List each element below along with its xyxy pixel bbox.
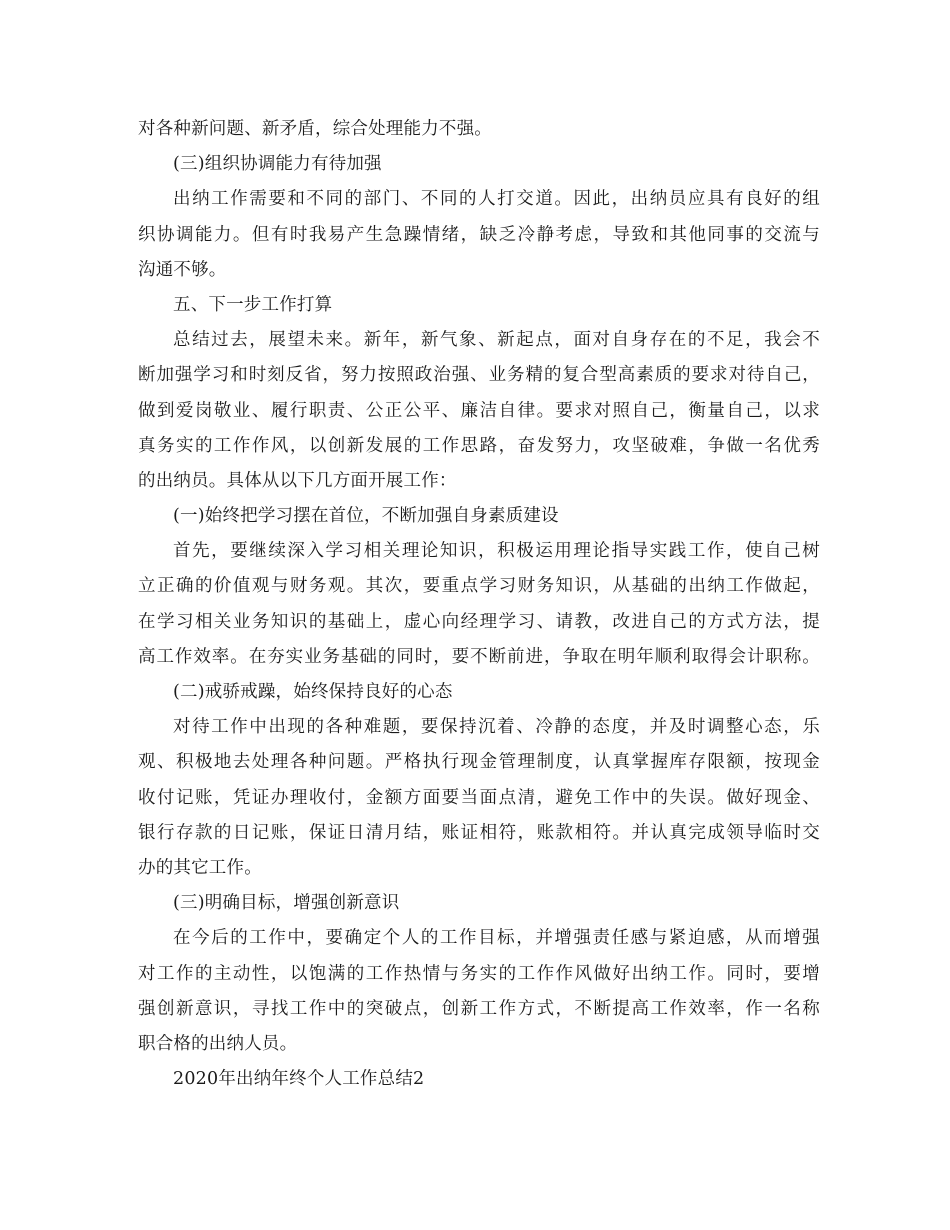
paragraph-line: 观、积极地去处理各种问题。严格执行现金管理制度，认真掌握库存限额，按现金: [138, 752, 820, 773]
paragraph-line: 在学习相关业务知识的基础上，虚心向经理学习、请教，改进自己的方式方法，提: [138, 611, 820, 632]
section-heading: (三)组织协调能力有待加强: [173, 154, 382, 175]
paragraph-line: 对待工作中出现的各种难题，要保持沉着、冷静的态度，并及时调整心态，乐: [173, 717, 820, 738]
paragraph-line: 对工作的主动性，以饱满的工作热情与务实的工作作风做好出纳工作。同时，要增: [138, 963, 820, 984]
paragraph-line: 沟通不够。: [138, 259, 227, 280]
paragraph-line: 立正确的价值观与财务观。其次，要重点学习财务知识，从基础的出纳工作做起，: [138, 576, 820, 597]
paragraph-line: 真务实的工作作风，以创新发展的工作思路，奋发努力，攻坚破难，争做一名优秀: [138, 435, 820, 456]
paragraph-line: 做到爱岗敬业、履行职责、公正公平、廉洁自律。要求对照自己，衡量自己，以求: [138, 400, 820, 421]
section-heading: 五、下一步工作打算: [173, 294, 333, 315]
paragraph-line: 的出纳员。具体从以下几方面开展工作：: [138, 470, 457, 491]
paragraph-line: 银行存款的日记账，保证日清月结，账证相符，账款相符。并认真完成领导临时交: [138, 822, 820, 843]
paragraph-line: 在今后的工作中，要确定个人的工作目标，并增强责任感与紧迫感，从而增强: [173, 928, 820, 949]
paragraph-line: 断加强学习和时刻反省，努力按照政治强、业务精的复合型高素质的要求对待自己，: [138, 365, 820, 386]
paragraph-line: 出纳工作需要和不同的部门、不同的人打交道。因此，出纳员应具有良好的组: [173, 189, 820, 210]
section-heading: (三)明确目标，增强创新意识: [173, 893, 400, 914]
paragraph-line: 总结过去，展望未来。新年，新气象、新起点，面对自身存在的不足，我会不: [173, 330, 820, 351]
paragraph-line: 高工作效率。在夯实业务基础的同时，要不断前进，争取在明年顺利取得会计职称。: [138, 646, 820, 667]
section-heading: (二)戒骄戒躁，始终保持良好的心态: [173, 682, 453, 702]
document-title-next: 2020年出纳年终个人工作总结2: [173, 1069, 425, 1090]
section-heading: (一)始终把学习摆在首位，不断加强自身素质建设: [173, 506, 559, 527]
paragraph-line: 职合格的出纳人员。: [138, 1033, 298, 1054]
paragraph-line: 强创新意识，寻找工作中的突破点，创新工作方式，不断提高工作效率，作一名称: [138, 998, 820, 1019]
paragraph-line: 织协调能力。但有时我易产生急躁情绪，缺乏冷静考虑，导致和其他同事的交流与: [138, 224, 820, 245]
paragraph-line: 收付记账，凭证办理收付，金额方面要当面点清，避免工作中的失误。做好现金、: [138, 787, 820, 808]
paragraph-line: 首先，要继续深入学习相关理论知识，积极运用理论指导实践工作，使自己树: [173, 541, 820, 562]
paragraph-line: 办的其它工作。: [138, 857, 262, 878]
document-body: [138, 112, 820, 1097]
paragraph-line: 对各种新问题、新矛盾，综合处理能力不强。: [138, 119, 492, 139]
